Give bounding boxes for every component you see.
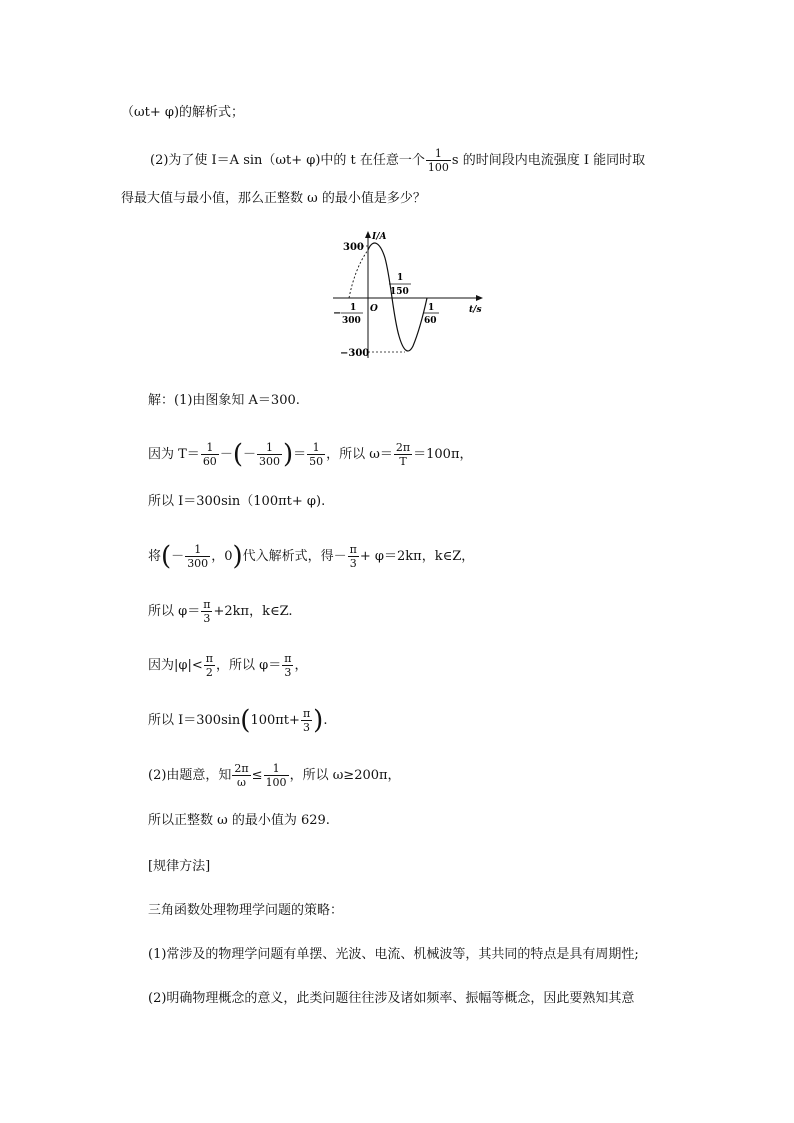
solution-phi-range: 因为|φ|< $\frac{\pi}{2}$ ，所以 φ＝ $\frac{\pi}{3}$ ， [148,652,308,679]
solution-part2-result: 所以正整数 ω 的最小值为 629. [148,813,330,828]
x-end-num: 1 [428,303,435,313]
origin-label: O [370,304,378,314]
strategy-item-1: (1)常涉及的物理学问题有单摆、光波、电流、机械波等，其共同的特点是具有周期性; [148,947,639,962]
fraction-1-100: $\frac{1}{100}$ [427,147,449,174]
question-2: (2)为了使 I＝A sin（ωt+ φ)中的 t 在任意一个 $\frac{1}{100}$ s 的时间段内电流强度 I 能同时取 [150,147,646,174]
x-end-den: 60 [424,316,437,326]
question-1-tail: （ωt+ φ)的解析式； [121,105,245,120]
solution-result: 所以 I＝300sin(100πt+ $\frac{\pi}{3}$ ). [148,705,328,736]
y-min-label: −300 [340,348,370,359]
x-mid-den: 150 [390,287,409,297]
method-heading: [规律方法] [148,859,211,874]
strategy-heading: 三角函数处理物理学问题的策略： [148,903,344,918]
current-time-graph [325,228,495,368]
x-neg-den: 300 [342,316,361,326]
x-axis-label: t/s [469,305,482,315]
y-max-label: 300 [343,242,364,253]
solution-period: 因为 T＝ $\frac{1}{60}$ －(－ $\frac{1}{300}$ )＝ $\frac{1}{50}$ ，所以 ω＝ $\frac{2\pi}{T}$ ＝100π， [148,439,473,470]
solution-1: 解：(1)由图象知 A＝300. [148,393,300,408]
x-mid-num: 1 [397,273,404,283]
strategy-item-2: (2)明确物理概念的意义，此类问题往往涉及诸如频率、振幅等概念，因此要熟知其意 [148,991,635,1006]
question-2-cont: 得最大值与最小值，那么正整数 ω 的最小值是多少？ [121,191,426,206]
y-axis-label: I/A [372,232,387,242]
x-neg-num: 1 [350,303,357,313]
solution-phi: 所以 φ＝ $\frac{\pi}{3}$ +2kπ，k∈Z. [148,598,293,625]
x-neg-sign: − [333,308,342,319]
solution-expression: 所以 I＝300sin（100πt+ φ). [148,494,326,509]
solution-substitute: 将(－ $\frac{1}{300}$ ，0)代入解析式，得－ $\frac{\pi}{3}$ + φ＝2kπ，k∈Z， [148,541,475,572]
solution-part2: (2)由题意，知 $\frac{2\pi}{\omega}$ ≤ $\frac{1}{100}$ ，所以 ω≥200π， [148,762,401,789]
